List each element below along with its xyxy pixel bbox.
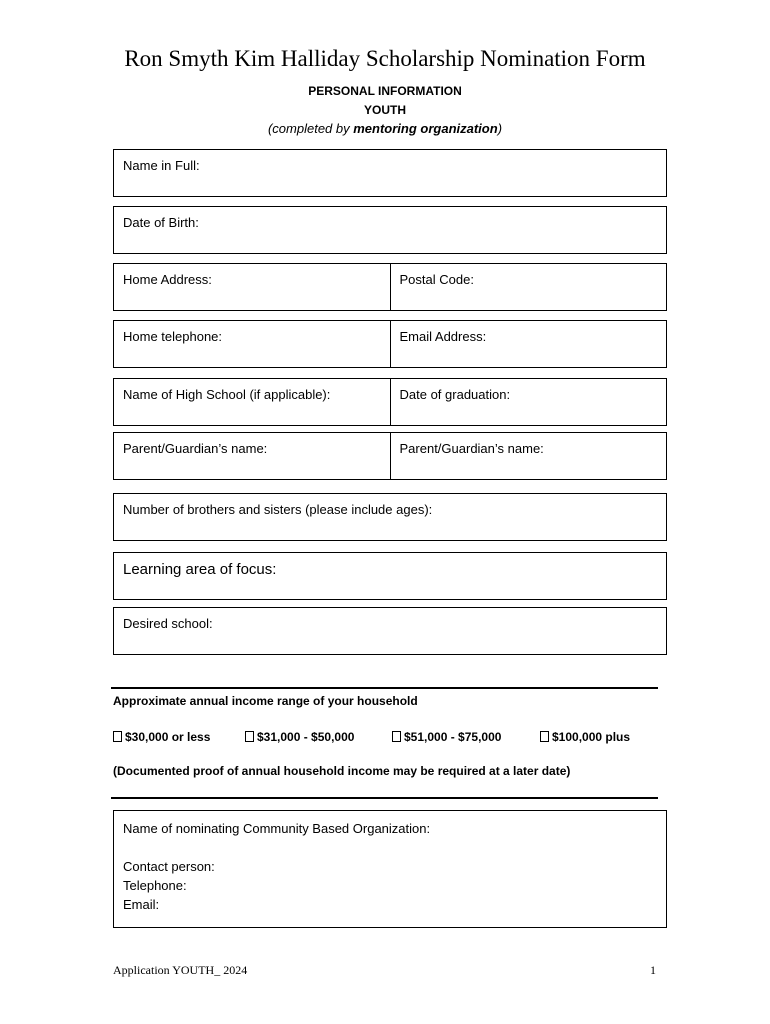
contact-person-label: Contact person: — [123, 859, 215, 874]
address-row — [113, 263, 667, 311]
school-row — [113, 378, 667, 426]
postal-code-field[interactable] — [390, 264, 667, 310]
income-option-label: $31,000 - $50,000 — [257, 730, 355, 744]
dob-field[interactable] — [113, 206, 667, 254]
parent1-label: Parent/Guardian’s name: — [123, 441, 268, 456]
desired-school-field[interactable] — [113, 607, 667, 655]
organization-field[interactable] — [113, 810, 667, 928]
focus-label: Learning area of focus: — [123, 561, 277, 578]
income-option-label: $51,000 - $75,000 — [404, 730, 502, 744]
parent2-label: Parent/Guardian’s name: — [399, 441, 544, 456]
desired-school-label: Desired school: — [123, 616, 213, 631]
contact-row — [113, 320, 667, 368]
income-option-label: $100,000 plus — [552, 730, 631, 744]
email-label: Email Address: — [399, 329, 487, 344]
note-suffix: ) — [497, 121, 503, 136]
checkbox-icon[interactable] — [540, 731, 549, 742]
parent-row — [113, 432, 667, 480]
checkbox-icon[interactable] — [113, 731, 122, 742]
footer-doc-id: Application YOUTH_ 2024 — [113, 963, 248, 977]
siblings-label: Number of brothers and sisters (please include ages): — [123, 502, 433, 517]
divider-bottom — [111, 797, 658, 799]
high-school-label: Name of High School (if applicable): — [123, 387, 331, 402]
parent2-field[interactable] — [390, 433, 667, 479]
org-email-label: Email: — [123, 897, 160, 912]
org-telephone-label: Telephone: — [123, 878, 187, 893]
checkbox-icon[interactable] — [245, 731, 254, 742]
parent1-field[interactable] — [114, 433, 390, 479]
home-address-field[interactable] — [114, 264, 390, 310]
form-title: Ron Smyth Kim Halliday Scholarship Nomination Form — [124, 46, 646, 71]
section-heading: PERSONAL INFORMATION — [308, 84, 462, 98]
checkbox-icon[interactable] — [392, 731, 401, 742]
income-proof-note: (Documented proof of annual household income may be required at a later date) — [113, 764, 571, 778]
income-option-1[interactable] — [113, 730, 210, 744]
home-address-label: Home Address: — [123, 272, 212, 287]
income-option-4[interactable] — [540, 730, 630, 744]
divider-top — [111, 687, 658, 689]
dob-label: Date of Birth: — [123, 215, 199, 230]
income-option-2[interactable] — [245, 730, 354, 744]
full-name-field[interactable] — [113, 149, 667, 197]
home-telephone-label: Home telephone: — [123, 329, 223, 344]
income-option-3[interactable] — [392, 730, 501, 744]
focus-field[interactable] — [113, 552, 667, 600]
subsection-heading: YOUTH — [364, 103, 406, 117]
page-number: 1 — [650, 963, 656, 977]
income-title: Approximate annual income range of your household — [113, 694, 418, 708]
org-name-label: Name of nominating Community Based Organization: — [123, 821, 431, 836]
note-bold: mentoring organization — [353, 121, 498, 136]
income-option-label: $30,000 or less — [125, 730, 211, 744]
high-school-field[interactable] — [114, 379, 390, 425]
home-telephone-field[interactable] — [114, 321, 390, 367]
graduation-label: Date of graduation: — [399, 387, 511, 402]
graduation-field[interactable] — [390, 379, 667, 425]
email-field[interactable] — [390, 321, 667, 367]
note-prefix: (completed by — [267, 121, 354, 136]
full-name-label: Name in Full: — [123, 158, 200, 173]
postal-code-label: Postal Code: — [399, 272, 474, 287]
completion-note — [0, 121, 770, 136]
siblings-field[interactable] — [113, 493, 667, 541]
